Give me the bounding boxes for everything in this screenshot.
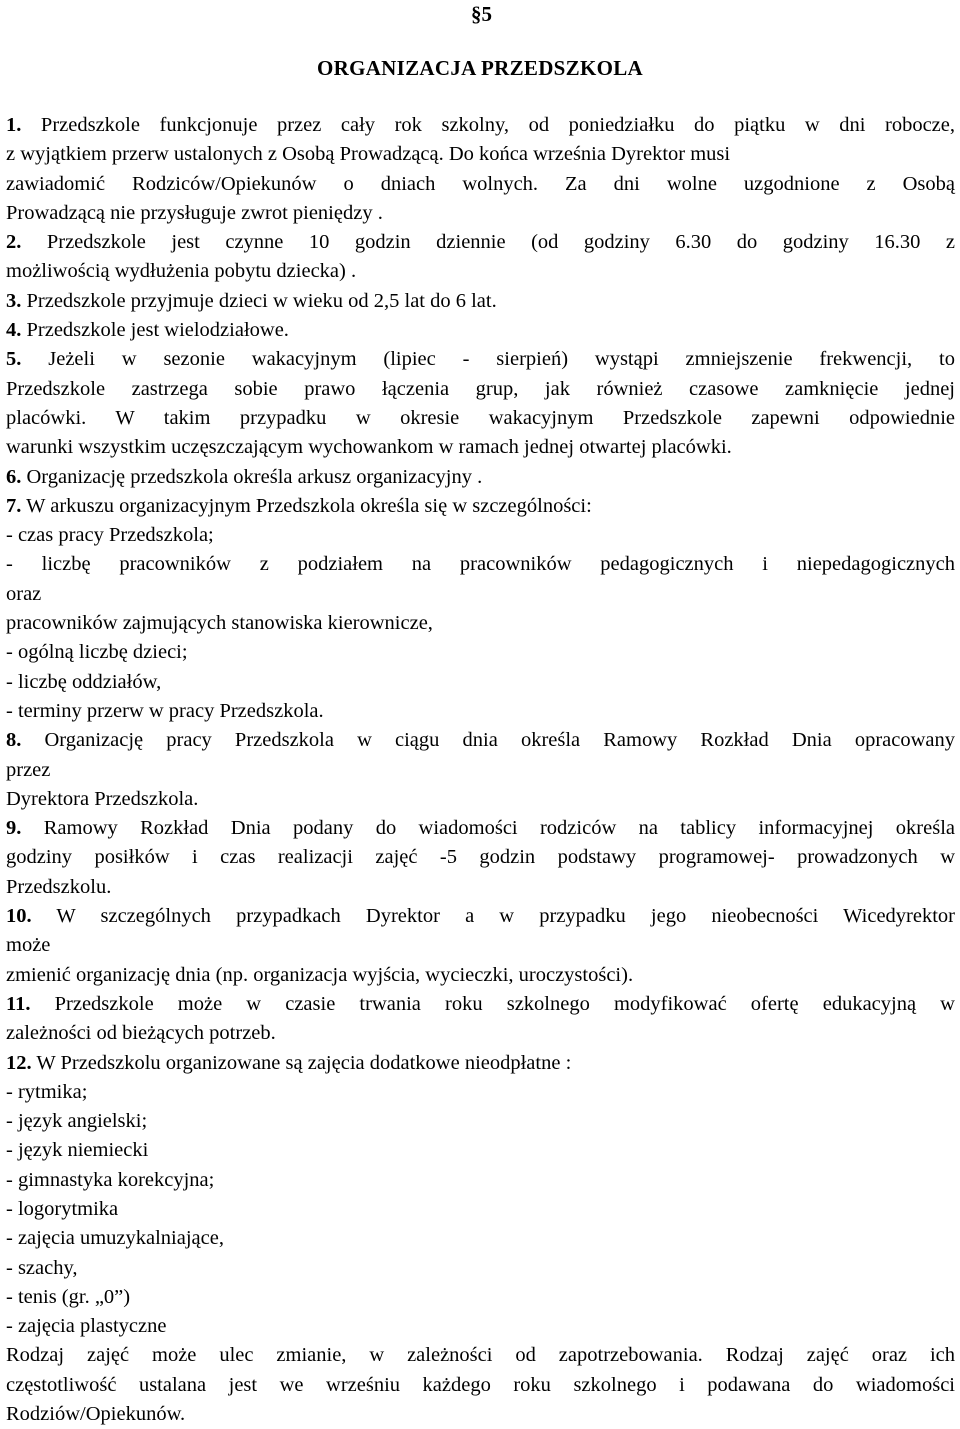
line-text: z wyjątkiem przerw ustalonych z Osobą Prowadzącą. Do końca września Dyrektor musi <box>6 143 731 166</box>
text-line <box>6 140 955 169</box>
text-line <box>6 756 955 785</box>
item-number: 12. <box>6 1051 32 1074</box>
text-line <box>6 1341 955 1370</box>
line-text: - terminy przerw w pracy Przedszkola. <box>6 699 324 722</box>
line-text: Organizację pracy Przedszkola w ciągu dnia określa Ramowy Rozkład Dnia opracowany <box>21 729 955 752</box>
line-text: zmienić organizację dnia (np. organizacja wyjścia, wycieczki, uroczystości). <box>6 963 634 986</box>
text-line <box>6 609 955 638</box>
item-number: 8. <box>6 729 22 752</box>
text-line <box>6 1049 955 1078</box>
line-text: - zajęcia umuzykalniające, <box>6 1227 224 1250</box>
line-text: - język niemiecki <box>6 1139 149 1162</box>
text-line <box>6 638 955 667</box>
text-line <box>6 257 955 286</box>
text-line <box>6 1136 955 1165</box>
line-text: oraz <box>6 582 42 605</box>
text-line <box>6 316 955 345</box>
line-text: - tenis (gr. „0”) <box>6 1285 131 1308</box>
text-line <box>6 404 955 433</box>
text-line <box>6 1254 955 1283</box>
text-line <box>6 580 955 609</box>
line-text: Przedszkole zastrzega sobie prawo łączenia grup, jak również czasowe zamknięcie jednej <box>6 377 955 400</box>
text-line <box>6 1224 955 1253</box>
item-number: 7. <box>6 494 22 517</box>
line-text: może <box>6 934 51 957</box>
text-line <box>6 668 955 697</box>
text-line <box>6 228 955 257</box>
line-text: Ramowy Rozkład Dnia podany do wiadomości rodziców na tablicy informacyjnej określa <box>21 817 955 840</box>
line-text: Dyrektora Przedszkola. <box>6 787 199 810</box>
line-text: W Przedszkolu organizowane są zajęcia dodatkowe nieodpłatne : <box>31 1051 572 1074</box>
line-text: Przedszkolu. <box>6 875 112 898</box>
text-line <box>6 1107 955 1136</box>
line-text: zawiadomić Rodziców/Opiekunów o dniach wolnych. Za dni wolne uzgodnione z Osobą <box>6 172 955 195</box>
text-line <box>6 433 955 462</box>
text-line <box>6 375 955 404</box>
line-text: - czas pracy Przedszkola; <box>6 524 214 547</box>
line-text: - szachy, <box>6 1256 78 1279</box>
line-text: zależności od bieżących potrzeb. <box>6 1022 276 1045</box>
item-number: 6. <box>6 465 22 488</box>
text-line <box>6 843 955 872</box>
text-line <box>6 1078 955 1107</box>
line-text: Przedszkole funkcjonuje przez cały rok szkolny, od poniedziałku do piątku w dni robocze, <box>21 114 955 136</box>
item-number: 10. <box>6 905 32 928</box>
line-text: W arkuszu organizacyjnym Przedszkola określa się w szczególności: <box>21 494 592 517</box>
text-line <box>6 1166 955 1195</box>
page-title: ORGANIZACJA PRZEDSZKOLA <box>316 56 644 80</box>
text-line <box>6 1283 955 1312</box>
item-number: 1. <box>6 114 22 136</box>
text-line <box>6 785 955 814</box>
text-line <box>6 1312 955 1341</box>
text-line <box>6 550 955 579</box>
line-text: - liczbę oddziałów, <box>6 670 162 693</box>
text-line <box>6 199 955 228</box>
text-line <box>6 1371 955 1400</box>
text-line <box>6 726 955 755</box>
text-line <box>6 345 955 374</box>
line-text: Prowadzącą nie przysługuje zwrot pieniędzy . <box>6 201 383 224</box>
item-number: 11. <box>6 992 31 1015</box>
line-text: warunki wszystkim uczęszczającym wychowankom w ramach jednej otwartej placówki. <box>6 436 732 459</box>
text-line <box>6 902 955 931</box>
line-text: częstotliwość ustalana jest we wrześniu każdego roku szkolnego i podawana do wiadomości <box>6 1373 955 1396</box>
line-text: - liczbę pracowników z podziałem na pracowników pedagogicznych i niepedagogicznych <box>6 553 955 576</box>
text-line <box>6 287 955 316</box>
line-text: - rytmika; <box>6 1080 88 1103</box>
line-text: - zajęcia plastyczne <box>6 1315 167 1338</box>
line-text: Przedszkole jest wielodziałowe. <box>21 319 289 342</box>
text-line <box>6 521 955 550</box>
document-body <box>6 111 955 1429</box>
line-text: - logorytmika <box>6 1197 119 1220</box>
line-text: godziny posiłków i czas realizacji zajęć -5 godzin podstawy programowej- prowadzonych w <box>6 846 955 869</box>
item-number: 9. <box>6 817 22 840</box>
line-text: - ogólną liczbę dzieci; <box>6 641 188 664</box>
line-text: Organizację przedszkola określa arkusz organizacyjny . <box>21 465 483 488</box>
line-text: Przedszkole jest czynne 10 godzin dziennie (od godziny 6.30 do godziny 16.30 z <box>21 231 955 254</box>
section-number: §5 <box>471 2 492 26</box>
item-number: 2. <box>6 231 22 254</box>
text-line <box>6 990 955 1019</box>
item-number: 4. <box>6 319 22 342</box>
line-text: Przedszkole przyjmuje dzieci w wieku od 2,5 lat do 6 lat. <box>21 289 497 312</box>
item-number: 3. <box>6 289 22 312</box>
text-line <box>6 111 955 140</box>
line-text: Przedszkole może w czasie trwania roku szkolnego modyfikować ofertę edukacyjną w <box>30 992 955 1015</box>
text-line <box>6 697 955 726</box>
text-line <box>6 961 955 990</box>
line-text: Jeżeli w sezonie wakacyjnym (lipiec - sierpień) wystąpi zmniejszenie frekwencji, to <box>21 348 955 371</box>
item-number: 5. <box>6 348 22 371</box>
line-text: W szczególnych przypadkach Dyrektor a w przypadku jego nieobecności Wicedyrektor <box>31 905 955 928</box>
text-line <box>6 1400 955 1429</box>
text-line <box>6 873 955 902</box>
line-text: - gimnastyka korekcyjna; <box>6 1168 215 1191</box>
text-line <box>6 814 955 843</box>
line-text: przez <box>6 758 51 781</box>
line-text: Rodziów/Opiekunów. <box>6 1403 186 1426</box>
text-line <box>6 170 955 199</box>
text-line <box>6 492 955 521</box>
line-text: placówki. W takim przypadku w okresie wakacyjnym Przedszkole zapewni odpowiednie <box>6 406 955 429</box>
line-text: pracowników zajmujących stanowiska kierownicze, <box>6 612 433 635</box>
text-line <box>6 1019 955 1048</box>
text-line <box>6 931 955 960</box>
line-text: - język angielski; <box>6 1110 148 1133</box>
text-line <box>6 463 955 492</box>
line-text: Rodzaj zajęć może ulec zmianie, w zależności od zapotrzebowania. Rodzaj zajęć oraz ich <box>6 1344 955 1367</box>
line-text: możliwością wydłużenia pobytu dziecka) . <box>6 260 357 283</box>
text-line <box>6 1195 955 1224</box>
